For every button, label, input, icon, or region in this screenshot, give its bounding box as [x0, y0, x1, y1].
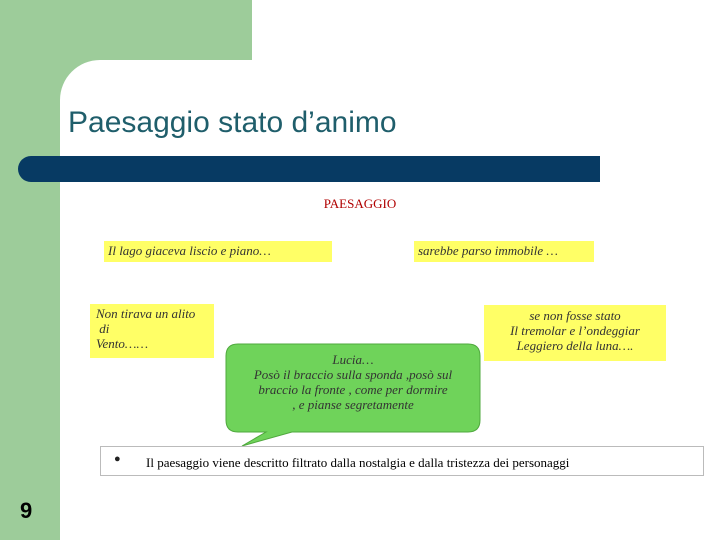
bubble-line: Lucia… [332, 352, 374, 367]
quote-line: Il tremolar e l’ondeggiar [510, 323, 640, 338]
quote-line: di [96, 321, 110, 336]
quote-text: Il lago giaceva liscio e piano… [108, 243, 271, 258]
bubble-line: Posò il braccio sulla sponda ,posò sul [253, 367, 453, 382]
quote-line: Vento…… [96, 336, 148, 351]
quote-line: Leggiero della luna…. [516, 338, 634, 353]
speech-bubble [222, 340, 484, 450]
quote-text: sarebbe parso immobile … [418, 243, 558, 258]
title-bar [18, 156, 600, 182]
bullet-dot-icon: ● [114, 453, 121, 465]
section-heading: PAESAGGIO [323, 196, 397, 211]
quote-box-moon [484, 305, 666, 361]
quote-box-lake [104, 241, 332, 262]
bubble-line: braccio la fronte , come per dormire [258, 382, 448, 397]
quote-line: se non fosse stato [529, 308, 621, 323]
quote-box-still [414, 241, 594, 262]
top-green-band [60, 0, 252, 60]
summary-text: Il paesaggio viene descritto filtrato dalla nostalgia e dalla tristezza dei personaggi [146, 455, 570, 470]
left-green-band [0, 0, 60, 540]
bubble-line: , e pianse segretamente [292, 397, 414, 412]
quote-line: Non tirava un alito [96, 306, 196, 321]
page-number: 9 [20, 498, 33, 523]
slide-title: Paesaggio stato d’animo [68, 106, 397, 139]
quote-box-wind [90, 304, 214, 358]
bubble-text [236, 352, 470, 412]
rounded-corner [60, 60, 100, 100]
